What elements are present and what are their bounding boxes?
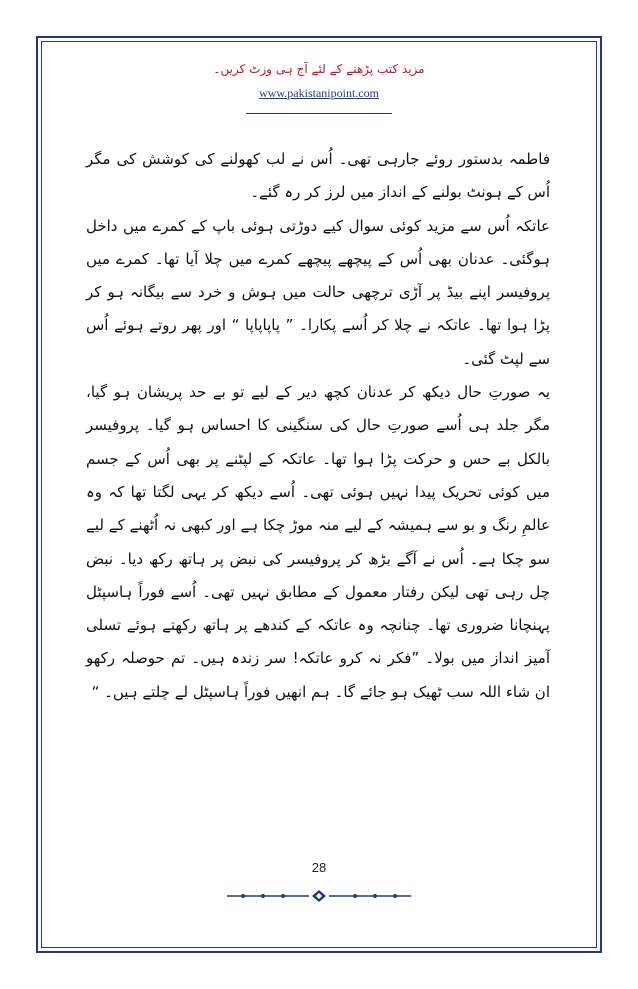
paragraph: عاتکہ اُس سے مزید کوئی سوال کیے دوڑتی ہوئی باپ کے کمرے میں داخل ہوگئی۔ عدنان بھی اُس کے پیچھے پیچھے کمرے میں چلا آیا تھا۔ کمرے میں پروفیسر اپنے بیڈ پر آڑی ترچھی حالت میں ہوش و خرد سے بیگانہ ہو کر پڑا ہوا تھا۔ عاتکہ نے چلا کر اُسے پکارا۔ ” پاپاپاپا “ اور پھر روتے ہوئے اُس سے لپٹ گئی۔ [86,216,550,368]
footer-ornament [223,889,415,903]
website-link[interactable]: www.pakistanipoint.com [259,86,379,100]
paragraph: یہ صورتِ حال دیکھ کر عدنان کچھ دیر کے لیے تو بے حد پریشان ہو گیا، مگر جلد ہی اُسے صورتِ حال کی سنگینی کا احساس ہو گیا۔ پروفیسر بالکل بے حس و حرکت پڑا ہوا تھا۔ عاتکہ کے لپٹنے پر بھی اُس کے جسم میں کوئی تحریک پیدا نہیں ہوئی تھی۔ اُسے دیکھ کر یہی لگتا تھا کہ وہ عالمِ رنگ و بو سے ہمیشہ کے لیے منہ موڑ چکا ہے اور کبھی نہ اُٹھنے کے لیے سو چکا ہے۔ اُس نے آگے بڑھ کر پروفیسر کی نبض پر ہاتھ رکھ دیا۔ نبض چل رہی تھی لیکن رفتار معمول کے مطابق نہیں تھی۔ اُسے فوراً ہاسپٹل پہنچانا ضروری تھا۔ چنانچہ وہ عاتکہ کے کندھے پر ہاتھ رکھتے ہوئے تسلی آمیز انداز میں بولا۔ ”فکر نہ کرو عاتکہ! سر زندہ ہیں۔ تم حوصلہ رکھو ان شاء اللہ سب ٹھیک ہو جائے گا۔ ہم انھیں فوراً ہاسپٹل لے چلتے ہیں۔ “ [86,383,550,701]
paragraph: فاطمہ بدستور روئے جارہی تھی۔ اُس نے لب کھولنے کی کوشش کی مگر اُس کے ہونٹ بولنے کے انداز میں لرز کر رہ گئے۔ [86,150,550,202]
header-url[interactable] [0,86,638,101]
header-notice: مزید کتب پڑھنے کے لئے آج ہی وزٹ کریں۔ [213,62,425,76]
story-body [86,143,550,709]
header-divider [246,113,392,114]
page-number: 28 [311,860,327,875]
